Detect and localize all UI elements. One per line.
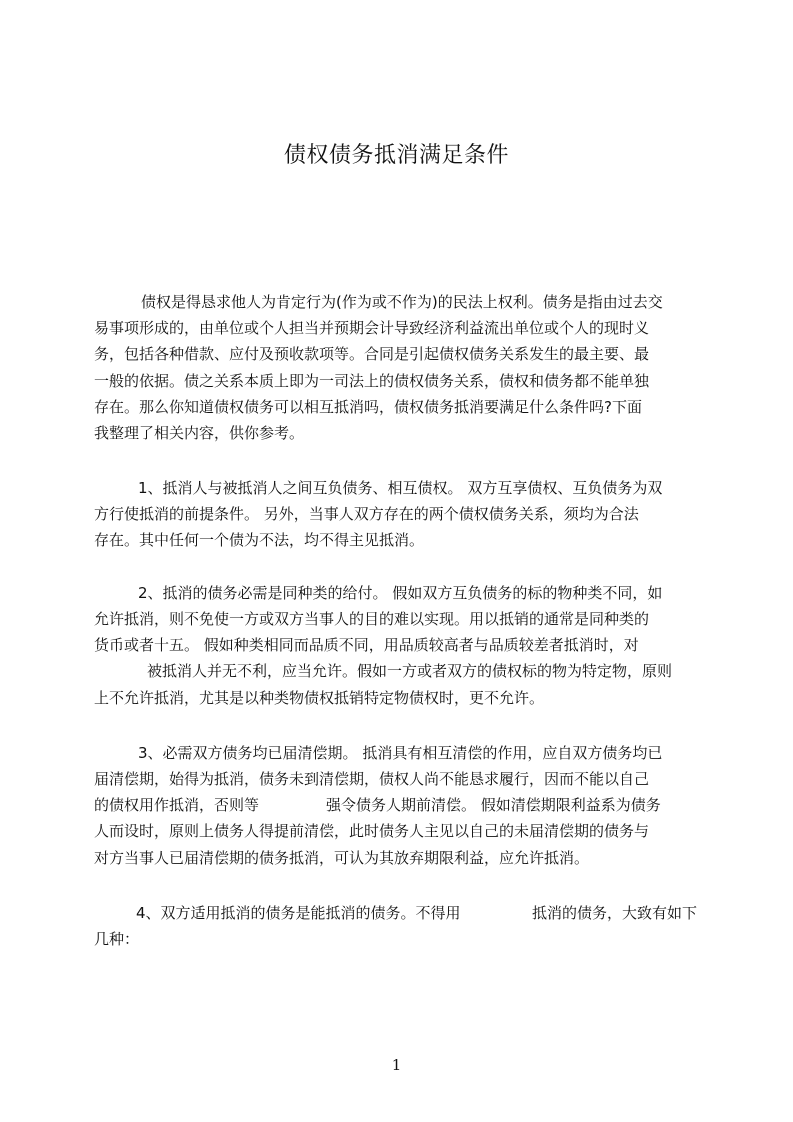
paragraph-line: 对方当事人已届清偿期的债务抵消，可认为其放弃期限利益，应允许抵消。 (94, 849, 590, 867)
paragraph-line: 2、抵消的债务必需是同种类的给付。 假如双方互负债务的标的物种类不同，如 (138, 584, 663, 602)
paragraph-line: 货币或者十五。 假如种类相同而品质不同，用品质较高者与品质较差者抵消时，对 (94, 636, 639, 654)
paragraph-line: 强令债务人期前清偿。 假如清偿期限利益系为债务 (326, 796, 661, 814)
page-number: 1 (391, 1056, 402, 1074)
paragraph-line: 务，包括各种借款、应付及预收款项等。合同是引起债权债务关系发生的最主要、最 (94, 345, 650, 363)
paragraph-line: 债权是得恳求他人为肯定行为(作为或不作为)的民法上权利。债务是指由过去交 (141, 293, 663, 311)
paragraph-line: 几种： (94, 930, 140, 948)
paragraph-line: 1、抵消人与被抵消人之间互负债务、相互债权。 双方互享债权、互负债务为双 (138, 479, 663, 497)
paragraph-line: 存在。那么你知道债权债务可以相互抵消吗，债权债务抵消要满足什么条件吗?下面 (94, 398, 642, 416)
paragraph-line: 我整理了相关内容，供你参考。 (94, 424, 305, 442)
paragraph-line: 允许抵消，则不免使一方或双方当事人的目的难以实现。用以抵销的通常是同种类的 (94, 610, 650, 628)
paragraph-line: 届清偿期，始得为抵消，债务未到清偿期，债权人尚不能恳求履行，因而不能以自己 (94, 770, 650, 788)
document-title: 债权债务抵消满足条件 (283, 143, 509, 168)
paragraph-line: 存在。其中任何一个债为不法，均不得主见抵消。 (94, 531, 425, 549)
paragraph-line: 方行使抵消的前提条件。 另外，当事人双方存在的两个债权债务关系，须均为合法 (94, 505, 639, 523)
paragraph-line: 3、必需双方债务均已届清偿期。 抵消具有相互清偿的作用，应自双方债务均已 (138, 744, 663, 762)
paragraph-line: 抵消的债务，大致有如下 (532, 904, 698, 922)
paragraph-line: 一般的依据。债之关系本质上即为一司法上的债权债务关系，债权和债务都不能单独 (94, 372, 650, 390)
paragraph-line: 4、双方适用抵消的债务是能抵消的债务。不得用 (136, 904, 461, 922)
paragraph-line: 被抵消人并无不利，应当允许。假如一方或者双方的债权标的物为特定物，原则 (147, 662, 673, 680)
paragraph-line: 易事项形成的，由单位或个人担当并预期会计导致经济利益流出单位或个人的现时义 (94, 319, 650, 337)
paragraph-line: 上不允许抵消，尤其是以种类物债权抵销特定物债权时，更不允许。 (94, 689, 545, 707)
paragraph-line: 的债权用作抵消，否则等 (94, 796, 260, 814)
paragraph-line: 人而设时，原则上债务人得提前清偿，此时债务人主见以自己的未届清偿期的债务与 (94, 822, 650, 840)
